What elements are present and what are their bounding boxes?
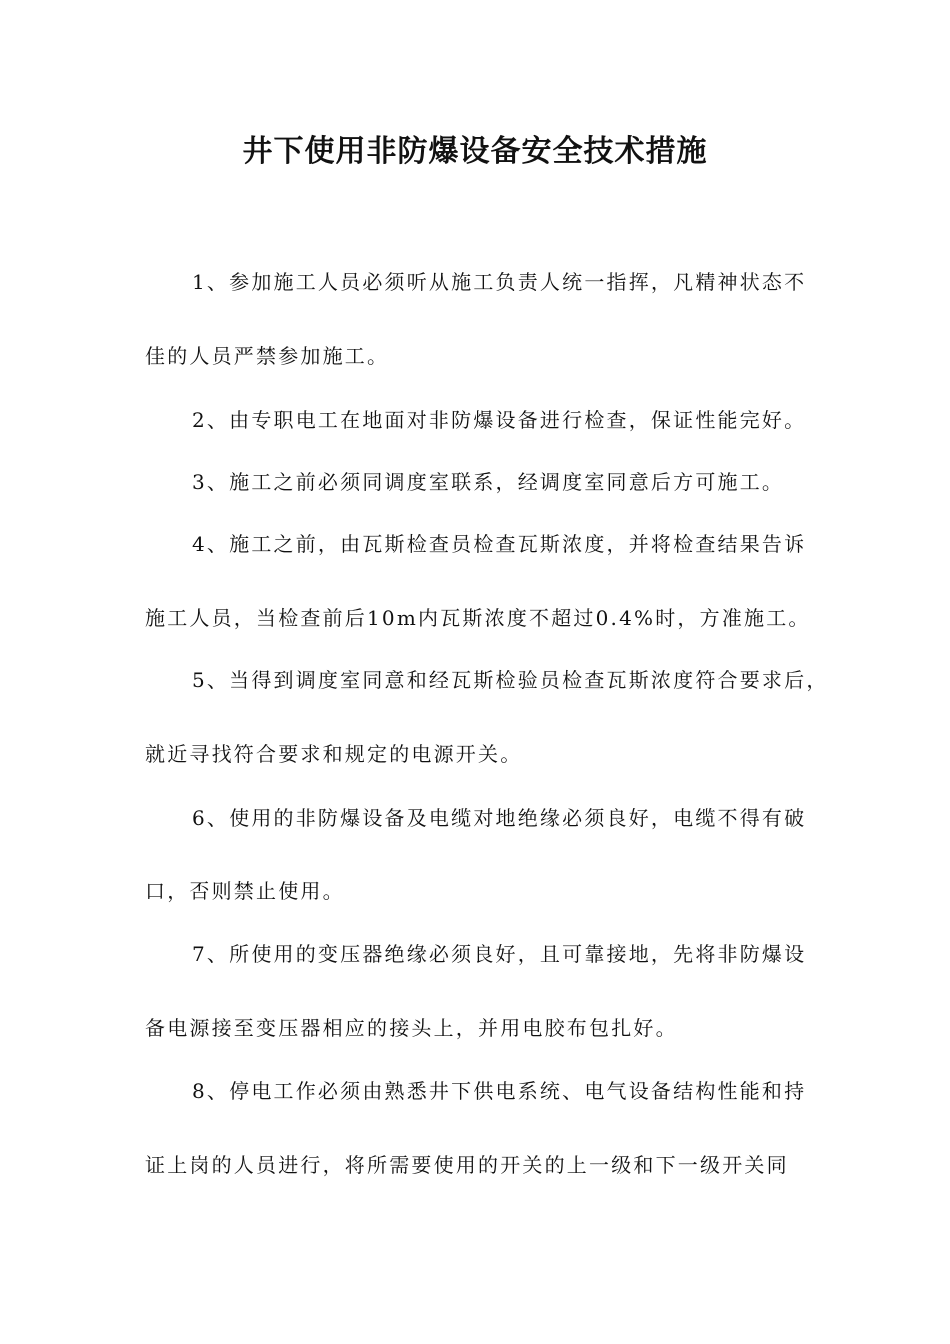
paragraph-8-line-1: 8、停电工作必须由熟悉井下供电系统、电气设备结构性能和持 [192,1079,807,1103]
paragraph-5-line-1: 5、当得到调度室同意和经瓦斯检验员检查瓦斯浓度符合要求后， [192,668,829,692]
paragraph-4-line-2: 施工人员，当检查前后10m内瓦斯浓度不超过0.4%时，方准施工。 [145,606,811,630]
paragraph-7-line-2: 备电源接至变压器相应的接头上，并用电胶布包扎好。 [145,1016,678,1040]
paragraph-6-line-2: 口，否则禁止使用。 [145,879,345,903]
paragraph-6-line-1: 6、使用的非防爆设备及电缆对地绝缘必须良好，电缆不得有破 [192,806,807,830]
paragraph-4-line-1: 4、施工之前，由瓦斯检查员检查瓦斯浓度，并将检查结果告诉 [192,532,807,556]
paragraph-1-line-2: 佳的人员严禁参加施工。 [145,344,390,368]
paragraph-2-line-1: 2、由专职电工在地面对非防爆设备进行检查，保证性能完好。 [192,408,807,432]
paragraph-1-line-1: 1、参加施工人员必须听从施工负责人统一指挥，凡精神状态不 [192,270,807,294]
document-title: 井下使用非防爆设备安全技术措施 [242,134,708,169]
paragraph-7-line-1: 7、所使用的变压器绝缘必须良好，且可靠接地，先将非防爆设 [192,942,807,966]
paragraph-8-line-2: 证上岗的人员进行，将所需要使用的开关的上一级和下一级开关同 [145,1153,789,1177]
paragraph-3-line-1: 3、施工之前必须同调度室联系，经调度室同意后方可施工。 [192,470,785,494]
paragraph-5-line-2: 就近寻找符合要求和规定的电源开关。 [145,742,523,766]
